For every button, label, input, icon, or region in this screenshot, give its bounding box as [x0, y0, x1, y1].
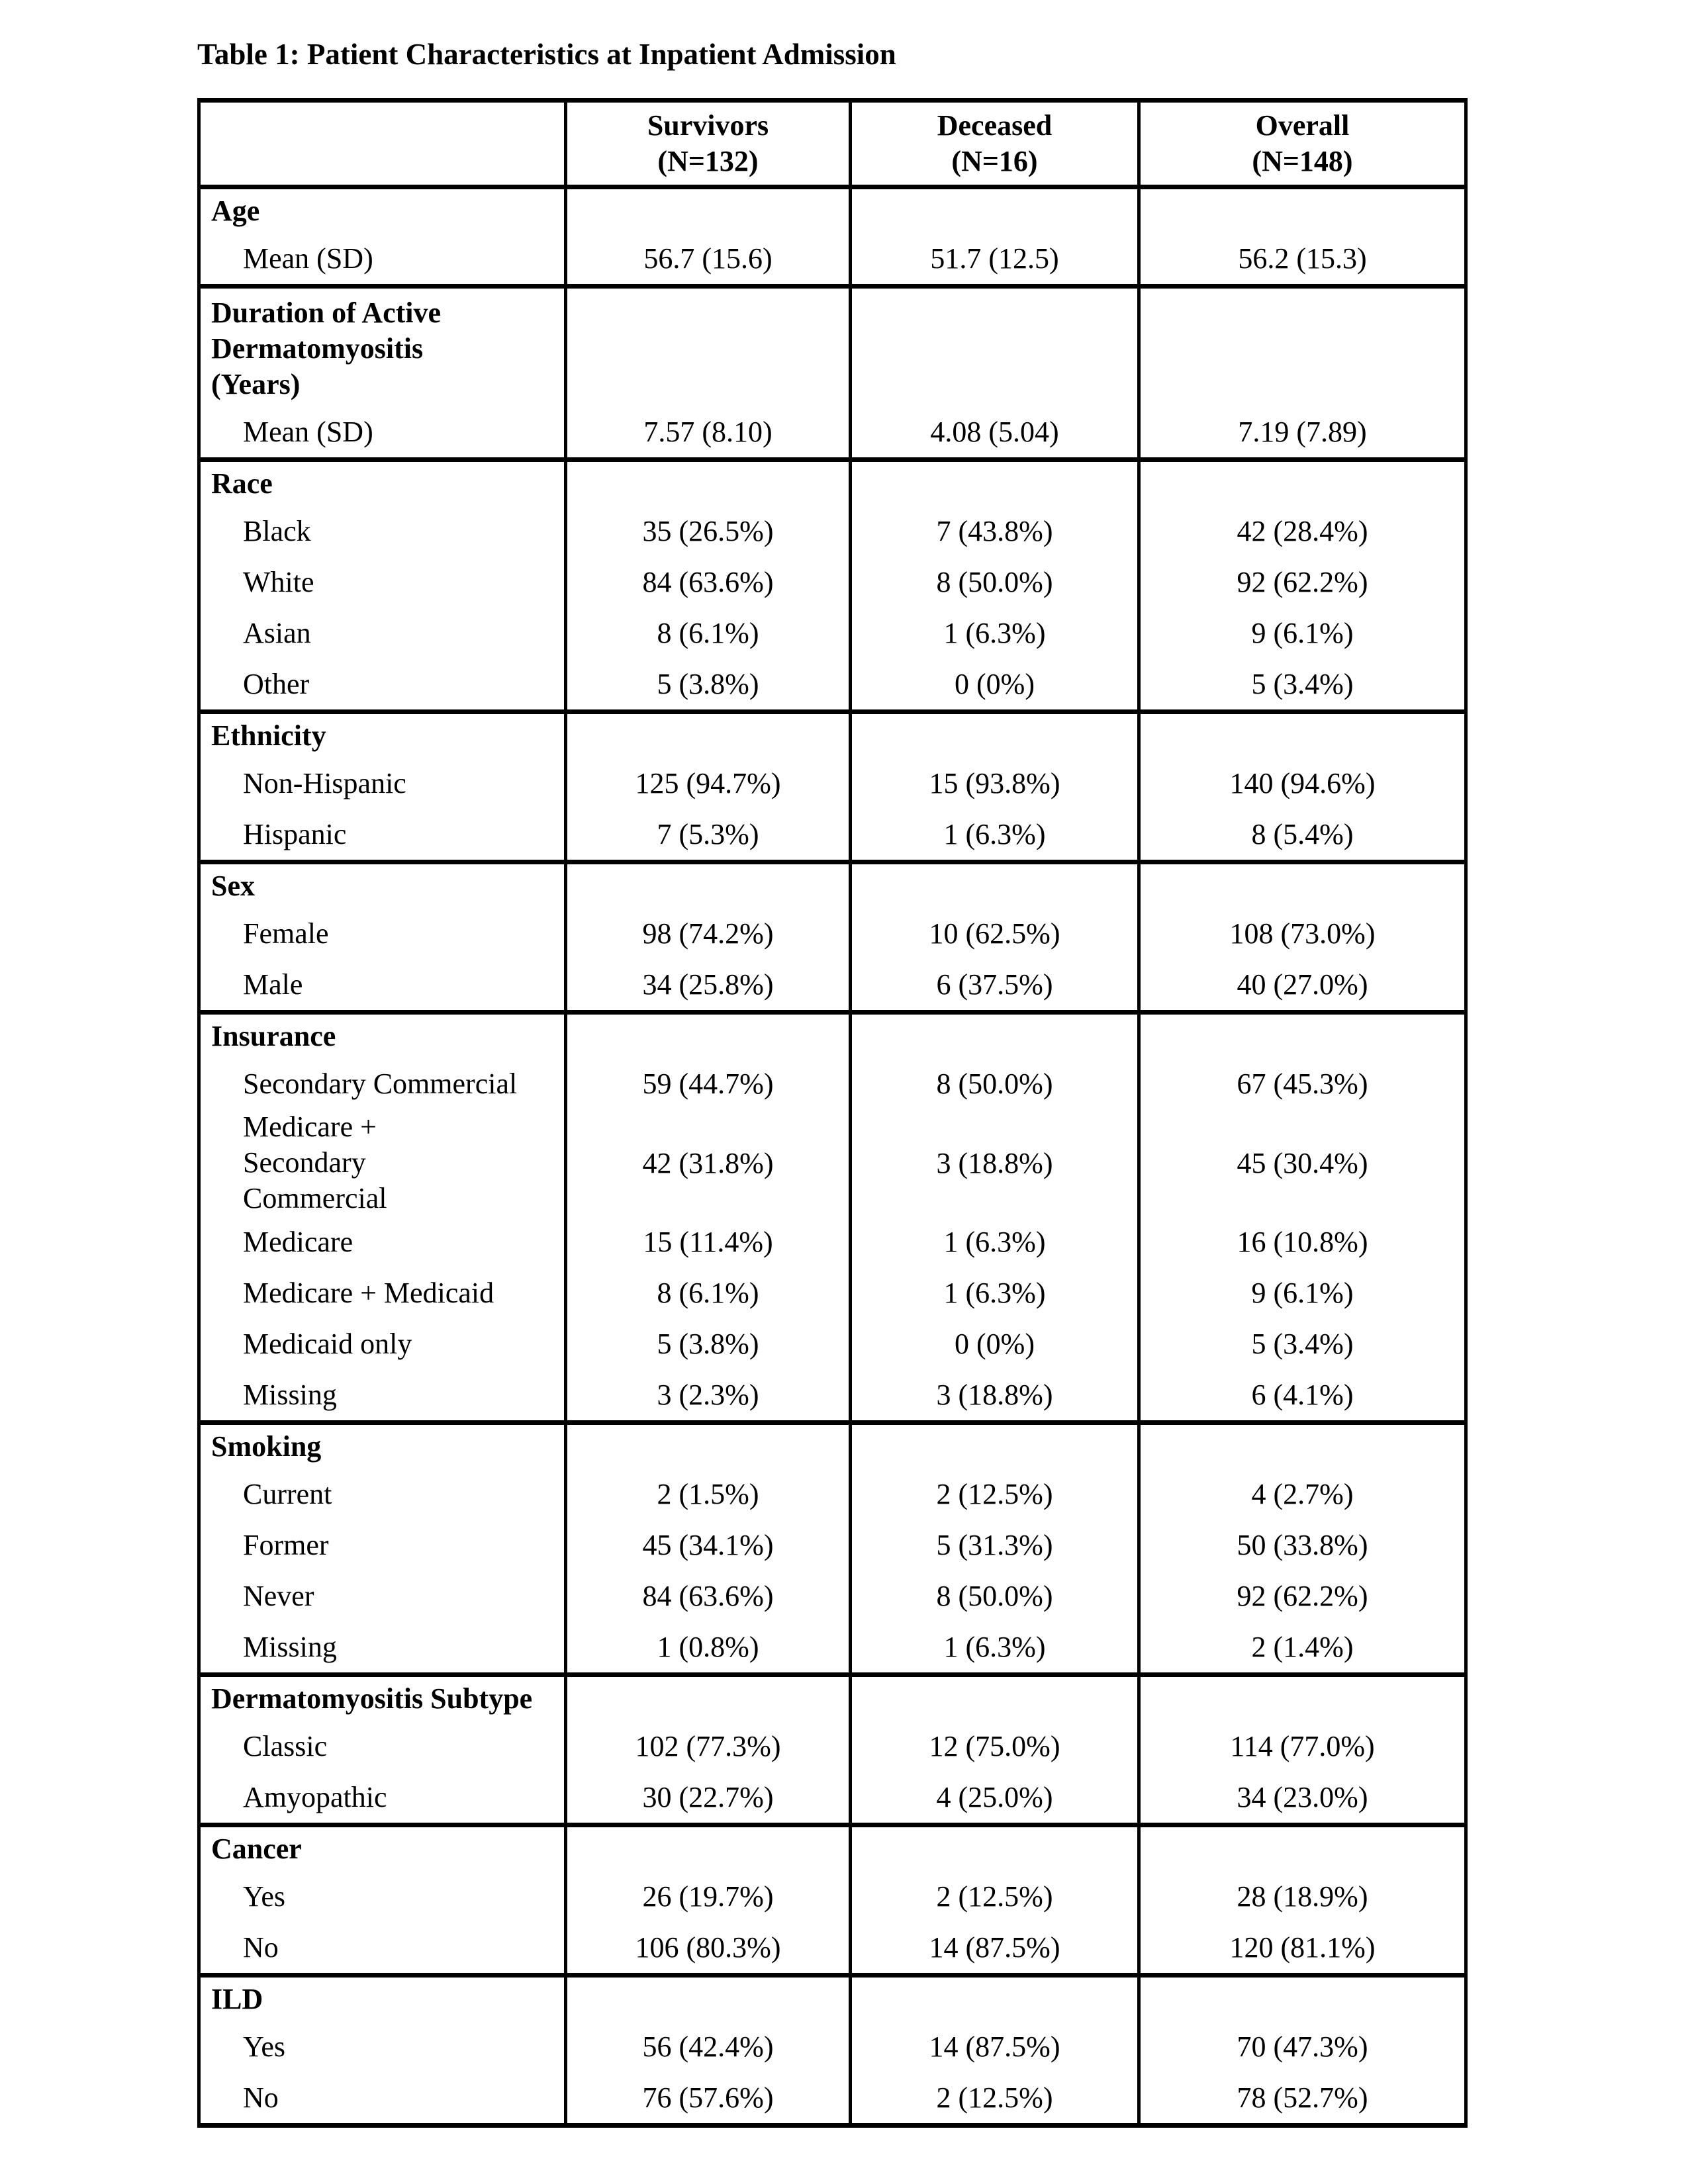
header-empty-cell [199, 101, 566, 187]
empty-cell [566, 287, 851, 407]
value-cell-overall: 8 (5.4%) [1139, 809, 1466, 862]
value-cell-deceased: 4.08 (5.04) [851, 406, 1139, 460]
value-cell-survivors: 8 (6.1%) [566, 1267, 851, 1318]
table-row [199, 406, 1466, 460]
empty-cell [851, 1976, 1139, 2022]
value-cell-survivors: 7.57 (8.10) [566, 406, 851, 460]
section-label: Sex [199, 862, 566, 909]
section-label: Ethnicity [199, 712, 566, 758]
value-cell-overall: 92 (62.2%) [1139, 557, 1466, 608]
column-name: Survivors [647, 109, 769, 142]
empty-cell [566, 862, 851, 909]
value-cell-deceased: 1 (6.3%) [851, 1216, 1139, 1267]
section-header-row [199, 287, 1466, 407]
value-cell-deceased: 8 (50.0%) [851, 1058, 1139, 1109]
row-label: Missing [199, 1621, 566, 1675]
empty-cell [566, 1013, 851, 1059]
section-sex [199, 862, 1466, 1013]
column-n: (N=16) [951, 145, 1038, 177]
row-label: Other [199, 659, 566, 712]
value-cell-survivors: 56 (42.4%) [566, 2021, 851, 2072]
column-header-overall [1139, 101, 1466, 187]
value-cell-deceased: 2 (12.5%) [851, 2072, 1139, 2126]
row-label: Medicare + Secondary Commercial [199, 1109, 566, 1216]
row-label: Mean (SD) [199, 233, 566, 287]
value-cell-deceased: 3 (18.8%) [851, 1369, 1139, 1423]
value-cell-overall: 70 (47.3%) [1139, 2021, 1466, 2072]
row-label: Male [199, 959, 566, 1013]
value-cell-survivors: 34 (25.8%) [566, 959, 851, 1013]
empty-cell [1139, 1013, 1466, 1059]
value-cell-overall: 28 (18.9%) [1139, 1871, 1466, 1922]
table-row [199, 1520, 1466, 1570]
value-cell-survivors: 84 (63.6%) [566, 557, 851, 608]
patient-characteristics-table [197, 98, 1468, 2128]
column-header-deceased [851, 101, 1139, 187]
section-race [199, 460, 1466, 712]
value-cell-overall: 56.2 (15.3) [1139, 233, 1466, 287]
column-name: Deceased [937, 109, 1053, 142]
empty-cell [851, 712, 1139, 758]
section-ild [199, 1976, 1466, 2126]
value-cell-survivors: 3 (2.3%) [566, 1369, 851, 1423]
row-label: Missing [199, 1369, 566, 1423]
empty-cell [566, 1825, 851, 1872]
value-cell-deceased: 1 (6.3%) [851, 1621, 1139, 1675]
table-row [199, 1216, 1466, 1267]
empty-cell [566, 187, 851, 234]
table-row [199, 959, 1466, 1013]
value-cell-deceased: 15 (93.8%) [851, 758, 1139, 809]
empty-cell [566, 1976, 851, 2022]
row-label: Former [199, 1520, 566, 1570]
empty-cell [851, 287, 1139, 407]
row-label: Asian [199, 608, 566, 659]
empty-cell [851, 1423, 1139, 1469]
section-duration-of-active-dermatomyositis-years [199, 287, 1466, 460]
empty-cell [1139, 1976, 1466, 2022]
column-n: (N=132) [657, 145, 759, 177]
table-row [199, 1570, 1466, 1621]
value-cell-overall: 34 (23.0%) [1139, 1772, 1466, 1825]
row-label: No [199, 1922, 566, 1976]
value-cell-overall: 6 (4.1%) [1139, 1369, 1466, 1423]
section-insurance [199, 1013, 1466, 1423]
value-cell-overall: 45 (30.4%) [1139, 1109, 1466, 1216]
value-cell-deceased: 0 (0%) [851, 659, 1139, 712]
table-row [199, 1469, 1466, 1520]
column-name: Overall [1255, 109, 1350, 142]
section-header-row [199, 1976, 1466, 2022]
table-row [199, 809, 1466, 862]
table-row [199, 1871, 1466, 1922]
value-cell-deceased: 2 (12.5%) [851, 1469, 1139, 1520]
value-cell-survivors: 59 (44.7%) [566, 1058, 851, 1109]
table-row [199, 506, 1466, 557]
table-row [199, 2072, 1466, 2126]
empty-cell [1139, 287, 1466, 407]
value-cell-overall: 42 (28.4%) [1139, 506, 1466, 557]
section-label: Dermatomyositis Subtype [199, 1675, 566, 1721]
value-cell-overall: 67 (45.3%) [1139, 1058, 1466, 1109]
column-n: (N=148) [1252, 145, 1353, 177]
row-label: Mean (SD) [199, 406, 566, 460]
value-cell-survivors: 15 (11.4%) [566, 1216, 851, 1267]
section-header-row [199, 187, 1466, 234]
table-row [199, 1621, 1466, 1675]
value-cell-survivors: 7 (5.3%) [566, 809, 851, 862]
value-cell-deceased: 1 (6.3%) [851, 1267, 1139, 1318]
value-cell-survivors: 45 (34.1%) [566, 1520, 851, 1570]
empty-cell [566, 460, 851, 506]
value-cell-deceased: 12 (75.0%) [851, 1721, 1139, 1772]
row-label: Medicare + Medicaid [199, 1267, 566, 1318]
table-row [199, 908, 1466, 959]
header-row [199, 101, 1466, 187]
value-cell-survivors: 1 (0.8%) [566, 1621, 851, 1675]
section-smoking [199, 1423, 1466, 1675]
empty-cell [851, 1675, 1139, 1721]
value-cell-overall: 50 (33.8%) [1139, 1520, 1466, 1570]
section-label: Race [199, 460, 566, 506]
value-cell-deceased: 14 (87.5%) [851, 2021, 1139, 2072]
value-cell-deceased: 8 (50.0%) [851, 557, 1139, 608]
value-cell-survivors: 2 (1.5%) [566, 1469, 851, 1520]
row-label: Female [199, 908, 566, 959]
row-label: Amyopathic [199, 1772, 566, 1825]
value-cell-deceased: 7 (43.8%) [851, 506, 1139, 557]
table-row [199, 2021, 1466, 2072]
section-header-row [199, 460, 1466, 506]
value-cell-survivors: 30 (22.7%) [566, 1772, 851, 1825]
section-age [199, 187, 1466, 287]
column-header-survivors [566, 101, 851, 187]
table-row [199, 1369, 1466, 1423]
section-label: Age [199, 187, 566, 234]
value-cell-survivors: 98 (74.2%) [566, 908, 851, 959]
row-label: Yes [199, 2021, 566, 2072]
empty-cell [566, 1675, 851, 1721]
section-ethnicity [199, 712, 1466, 862]
value-cell-overall: 114 (77.0%) [1139, 1721, 1466, 1772]
table-row [199, 1267, 1466, 1318]
row-label: White [199, 557, 566, 608]
table-row [199, 1058, 1466, 1109]
empty-cell [851, 1825, 1139, 1872]
value-cell-survivors: 42 (31.8%) [566, 1109, 851, 1216]
table-title: Table 1: Patient Characteristics at Inpatient Admission [197, 38, 896, 71]
section-header-row [199, 1675, 1466, 1721]
row-label: Secondary Commercial [199, 1058, 566, 1109]
empty-cell [851, 460, 1139, 506]
value-cell-overall: 7.19 (7.89) [1139, 406, 1466, 460]
row-label: Yes [199, 1871, 566, 1922]
empty-cell [1139, 1423, 1466, 1469]
section-label: Cancer [199, 1825, 566, 1872]
value-cell-overall: 140 (94.6%) [1139, 758, 1466, 809]
empty-cell [851, 187, 1139, 234]
empty-cell [851, 1013, 1139, 1059]
empty-cell [1139, 187, 1466, 234]
empty-cell [851, 862, 1139, 909]
row-label: Non-Hispanic [199, 758, 566, 809]
value-cell-deceased: 1 (6.3%) [851, 809, 1139, 862]
value-cell-overall: 9 (6.1%) [1139, 1267, 1466, 1318]
value-cell-survivors: 106 (80.3%) [566, 1922, 851, 1976]
value-cell-deceased: 4 (25.0%) [851, 1772, 1139, 1825]
value-cell-overall: 120 (81.1%) [1139, 1922, 1466, 1976]
section-label: Smoking [199, 1423, 566, 1469]
value-cell-deceased: 51.7 (12.5) [851, 233, 1139, 287]
row-label: Black [199, 506, 566, 557]
value-cell-survivors: 84 (63.6%) [566, 1570, 851, 1621]
value-cell-overall: 2 (1.4%) [1139, 1621, 1466, 1675]
row-label: Never [199, 1570, 566, 1621]
section-label: ILD [199, 1976, 566, 2022]
value-cell-deceased: 10 (62.5%) [851, 908, 1139, 959]
row-label: Current [199, 1469, 566, 1520]
table-row [199, 557, 1466, 608]
value-cell-survivors: 56.7 (15.6) [566, 233, 851, 287]
row-label: Medicare [199, 1216, 566, 1267]
section-cancer [199, 1825, 1466, 1976]
value-cell-deceased: 0 (0%) [851, 1318, 1139, 1369]
value-cell-overall: 108 (73.0%) [1139, 908, 1466, 959]
row-label: Classic [199, 1721, 566, 1772]
section-header-row [199, 862, 1466, 909]
value-cell-overall: 92 (62.2%) [1139, 1570, 1466, 1621]
section-label: Duration of Active Dermatomyositis (Years) [199, 287, 566, 407]
table-row [199, 1109, 1466, 1216]
empty-cell [566, 712, 851, 758]
section-header-row [199, 1013, 1466, 1059]
value-cell-overall: 5 (3.4%) [1139, 659, 1466, 712]
empty-cell [1139, 460, 1466, 506]
empty-cell [1139, 1675, 1466, 1721]
empty-cell [1139, 1825, 1466, 1872]
value-cell-survivors: 5 (3.8%) [566, 1318, 851, 1369]
value-cell-deceased: 8 (50.0%) [851, 1570, 1139, 1621]
value-cell-deceased: 14 (87.5%) [851, 1922, 1139, 1976]
table-row [199, 1772, 1466, 1825]
value-cell-survivors: 5 (3.8%) [566, 659, 851, 712]
row-label: Hispanic [199, 809, 566, 862]
value-cell-survivors: 35 (26.5%) [566, 506, 851, 557]
table-row [199, 608, 1466, 659]
value-cell-deceased: 5 (31.3%) [851, 1520, 1139, 1570]
value-cell-overall: 4 (2.7%) [1139, 1469, 1466, 1520]
table-row [199, 659, 1466, 712]
table-header [199, 101, 1466, 187]
section-header-row [199, 1825, 1466, 1872]
section-header-row [199, 712, 1466, 758]
empty-cell [566, 1423, 851, 1469]
value-cell-overall: 78 (52.7%) [1139, 2072, 1466, 2126]
value-cell-survivors: 102 (77.3%) [566, 1721, 851, 1772]
table-row [199, 758, 1466, 809]
table-row [199, 1318, 1466, 1369]
value-cell-survivors: 125 (94.7%) [566, 758, 851, 809]
table-row [199, 233, 1466, 287]
value-cell-survivors: 26 (19.7%) [566, 1871, 851, 1922]
value-cell-deceased: 2 (12.5%) [851, 1871, 1139, 1922]
value-cell-overall: 9 (6.1%) [1139, 608, 1466, 659]
value-cell-deceased: 6 (37.5%) [851, 959, 1139, 1013]
section-header-row [199, 1423, 1466, 1469]
table-row [199, 1721, 1466, 1772]
value-cell-survivors: 76 (57.6%) [566, 2072, 851, 2126]
value-cell-deceased: 3 (18.8%) [851, 1109, 1139, 1216]
empty-cell [1139, 862, 1466, 909]
value-cell-overall: 40 (27.0%) [1139, 959, 1466, 1013]
value-cell-survivors: 8 (6.1%) [566, 608, 851, 659]
value-cell-overall: 16 (10.8%) [1139, 1216, 1466, 1267]
section-dermatomyositis-subtype [199, 1675, 1466, 1825]
row-label: Medicaid only [199, 1318, 566, 1369]
empty-cell [1139, 712, 1466, 758]
row-label: No [199, 2072, 566, 2126]
value-cell-overall: 5 (3.4%) [1139, 1318, 1466, 1369]
value-cell-deceased: 1 (6.3%) [851, 608, 1139, 659]
table-row [199, 1922, 1466, 1976]
section-label: Insurance [199, 1013, 566, 1059]
